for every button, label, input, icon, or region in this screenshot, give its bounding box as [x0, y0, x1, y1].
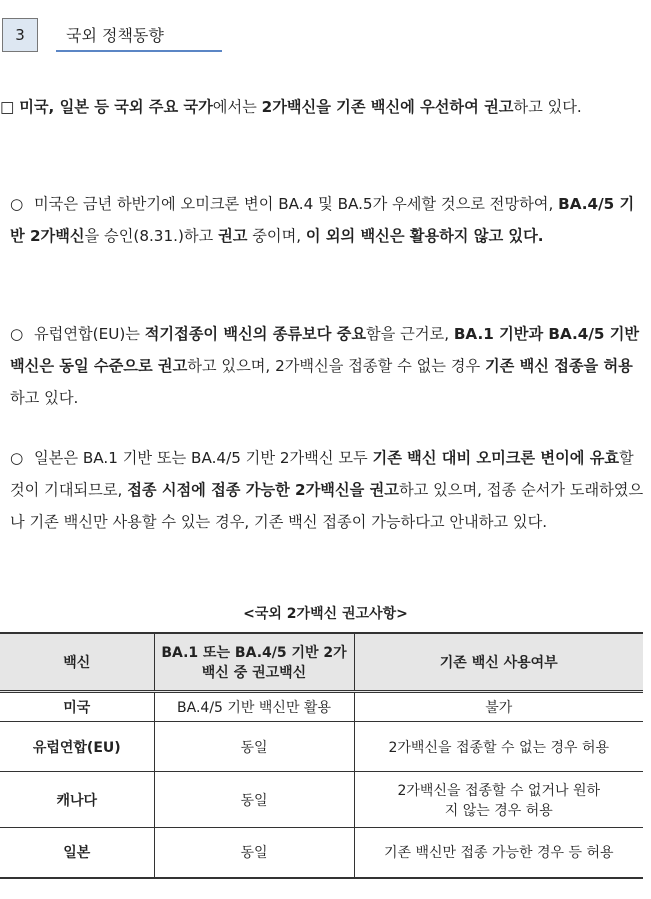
text: 중이며,: [247, 227, 306, 245]
text: 하고 있으며, 2가백신을 접종할 수 없는 경우: [187, 357, 485, 375]
header-existing-use: 기존 백신 사용여부: [354, 633, 643, 692]
text-bold: 기존 백신 대비 오미크론 변이에 유효: [372, 449, 620, 467]
paragraph-usa: [10, 188, 646, 252]
country-cell: 유럽연합(EU): [0, 722, 154, 772]
recommended-cell: 동일: [154, 772, 354, 828]
existing-use-cell: 2가백신을 접종할 수 없는 경우 허용: [354, 722, 643, 772]
text-bold: 미국, 일본 등 국외 주요 국가: [19, 98, 213, 116]
country-cell: 일본: [0, 828, 154, 878]
text: 하고 있으며, 접종 순서가 도래하였으나 기존 백신만 사용할 수 있는 경우, 기존 백신 접종이 가능하다고 안내하고 있다.: [10, 481, 644, 531]
paragraph-summary: [0, 91, 646, 123]
table-row: [0, 692, 643, 722]
text-bold: BA.1 기반과 BA.4/5 기반 백신은 동일 수준으로 권고: [10, 325, 640, 375]
text-bold: 적기접종이 백신의 종류보다 중요: [144, 325, 367, 343]
text: 에서는: [212, 98, 262, 116]
section-title: 국외 정책동향: [56, 18, 222, 52]
text: 함을 근거로,: [366, 325, 454, 343]
square-bullet: □: [0, 98, 15, 116]
table-row: [0, 828, 643, 878]
paragraph-japan: [10, 442, 646, 538]
text: 을 승인(8.31.)하고: [84, 227, 219, 245]
text-bold: 권고: [218, 227, 248, 245]
text: 하고 있다.: [10, 389, 79, 407]
recommended-cell: BA.4/5 기반 백신만 활용: [154, 692, 354, 722]
circle-bullet: ○: [10, 449, 24, 467]
text: 유럽연합(EU)는: [34, 325, 145, 343]
text: 미국은 금년 하반기에 오미크론 변이 BA.4 및 BA.5가 우세할 것으로 전망하여,: [34, 195, 559, 213]
paragraph-eu: [10, 318, 646, 414]
circle-bullet: ○: [10, 325, 24, 343]
recommended-cell: 동일: [154, 828, 354, 878]
section-number: 3: [2, 18, 38, 52]
text-bold: 2가백신을 기존 백신에 우선하여 권고: [261, 98, 514, 116]
recommended-cell: 동일: [154, 722, 354, 772]
country-cell: 캐나다: [0, 772, 154, 828]
country-cell: 미국: [0, 692, 154, 722]
text-bold: 기존 백신 접종을 허용: [484, 357, 633, 375]
table-row: [0, 722, 643, 772]
header-recommended: BA.1 또는 BA.4/5 기반 2가백신 중 권고백신: [154, 633, 354, 692]
text: 할 것이 기대되므로,: [10, 449, 634, 499]
existing-use-cell: 2가백신을 접종할 수 없거나 원하지 않는 경우 허용: [354, 772, 643, 828]
existing-use-cell: 기존 백신만 접종 가능한 경우 등 허용: [354, 828, 643, 878]
text: 일본은 BA.1 기반 또는 BA.4/5 기반 2가백신 모두: [34, 449, 373, 467]
table-header-row: [0, 633, 643, 692]
text: 하고 있다.: [513, 98, 582, 116]
table-caption: <국외 2가백신 권고사항>: [243, 606, 408, 622]
text-bold: 접종 시점에 접종 가능한 2가백신을 권고: [127, 481, 399, 499]
text-bold: BA.4/5 기반 2가백신: [10, 195, 635, 245]
table-row: [0, 772, 643, 828]
circle-bullet: ○: [10, 195, 24, 213]
text-bold: 이 외의 백신은 활용하지 않고 있다.: [305, 227, 544, 245]
existing-use-cell: 불가: [354, 692, 643, 722]
recommendation-table: [0, 632, 643, 879]
header-vaccine: 백신: [0, 633, 154, 692]
